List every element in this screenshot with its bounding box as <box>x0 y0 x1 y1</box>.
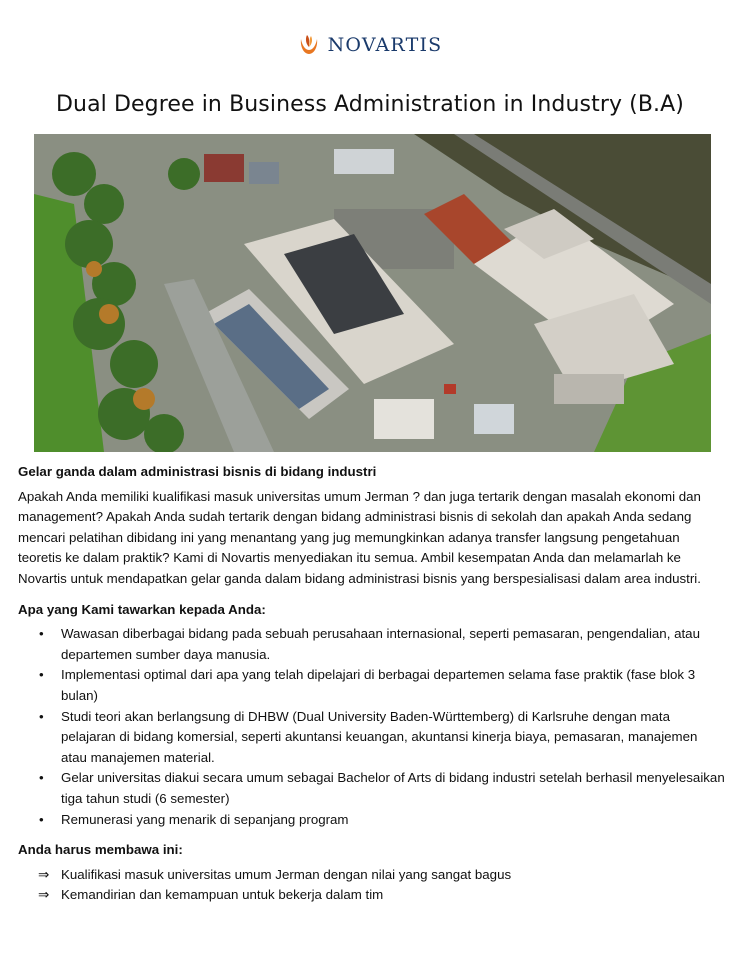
intro-heading: Gelar ganda dalam administrasi bisnis di bidang industri <box>18 464 377 479</box>
novartis-logo <box>298 33 443 57</box>
list-item: • Wawasan diberbagai bidang pada sebuah perusahaan internasional, seperti pemasaran, pengendalian, atau departemen sumber daya manusia. <box>61 624 726 665</box>
list-item: • Gelar universitas diakui secara umum sebagai Bachelor of Arts di bidang industri setelah berhasil menyelesaikan tiga tahun studi (6 semester) <box>61 768 726 809</box>
requirements-heading: Anda harus membawa ini: <box>18 842 183 858</box>
requirements-list <box>18 865 726 906</box>
offer-list <box>18 624 726 830</box>
brand-name: NOVARTIS <box>327 34 443 56</box>
list-item: • Implementasi optimal dari apa yang telah dipelajari di berbagai departemen selama fase praktik (fase blok 3 bulan) <box>61 665 726 706</box>
document-body <box>18 462 726 916</box>
list-item: • Studi teori akan berlangsung di DHBW (Dual University Baden-Württemberg) di Karlsruhe dengan mata pelajaran di bidang komersial, seperti akuntansi keuangan, akuntansi kinerja biaya, pemasaran, manajemen atau manajemen material. <box>61 707 726 769</box>
list-item-text: Kemandirian dan kemampuan untuk bekerja dalam tim <box>61 887 384 903</box>
arrow-icon: ⇒ <box>38 887 50 903</box>
aerial-factory-illustration <box>34 134 711 452</box>
page-title: Dual Degree in Business Administration in Industry (B.A) <box>55 92 684 117</box>
aerial-factory-photo <box>34 134 711 452</box>
list-item: • Remunerasi yang menarik di sepanjang program <box>61 810 726 831</box>
header <box>0 30 740 60</box>
list-item <box>38 885 726 906</box>
list-item <box>38 865 726 886</box>
arrow-icon: ⇒ <box>38 866 50 882</box>
novartis-flame-icon <box>298 33 320 57</box>
list-item-text: Kualifikasi masuk universitas umum Jerman dengan nilai yang sangat bagus <box>61 866 512 882</box>
intro-paragraph: Apakah Anda memiliki kualifikasi masuk universitas umum Jerman ? dan juga tertarik dengan masalah ekonomi dan management? Apakah Anda sudah tertarik dengan bidang administrasi bisnis di sekolah dan apakah Anda sedang mencari pelatihan dibidang ini yang menantang yang jug memungkinkan adanya transfer langsung pengetahuan teoretis ke dalam praktik? Kami di Novartis menyediakan itu semua. Ambil kesempatan Anda dan melamarlah ke Novartis untuk mendapatkan gelar ganda dalam bidang administrasi bisnis yang berspesialisasi dalam area industri. <box>18 488 701 586</box>
offer-heading: Apa yang Kami tawarkan kepada Anda: <box>18 601 266 617</box>
